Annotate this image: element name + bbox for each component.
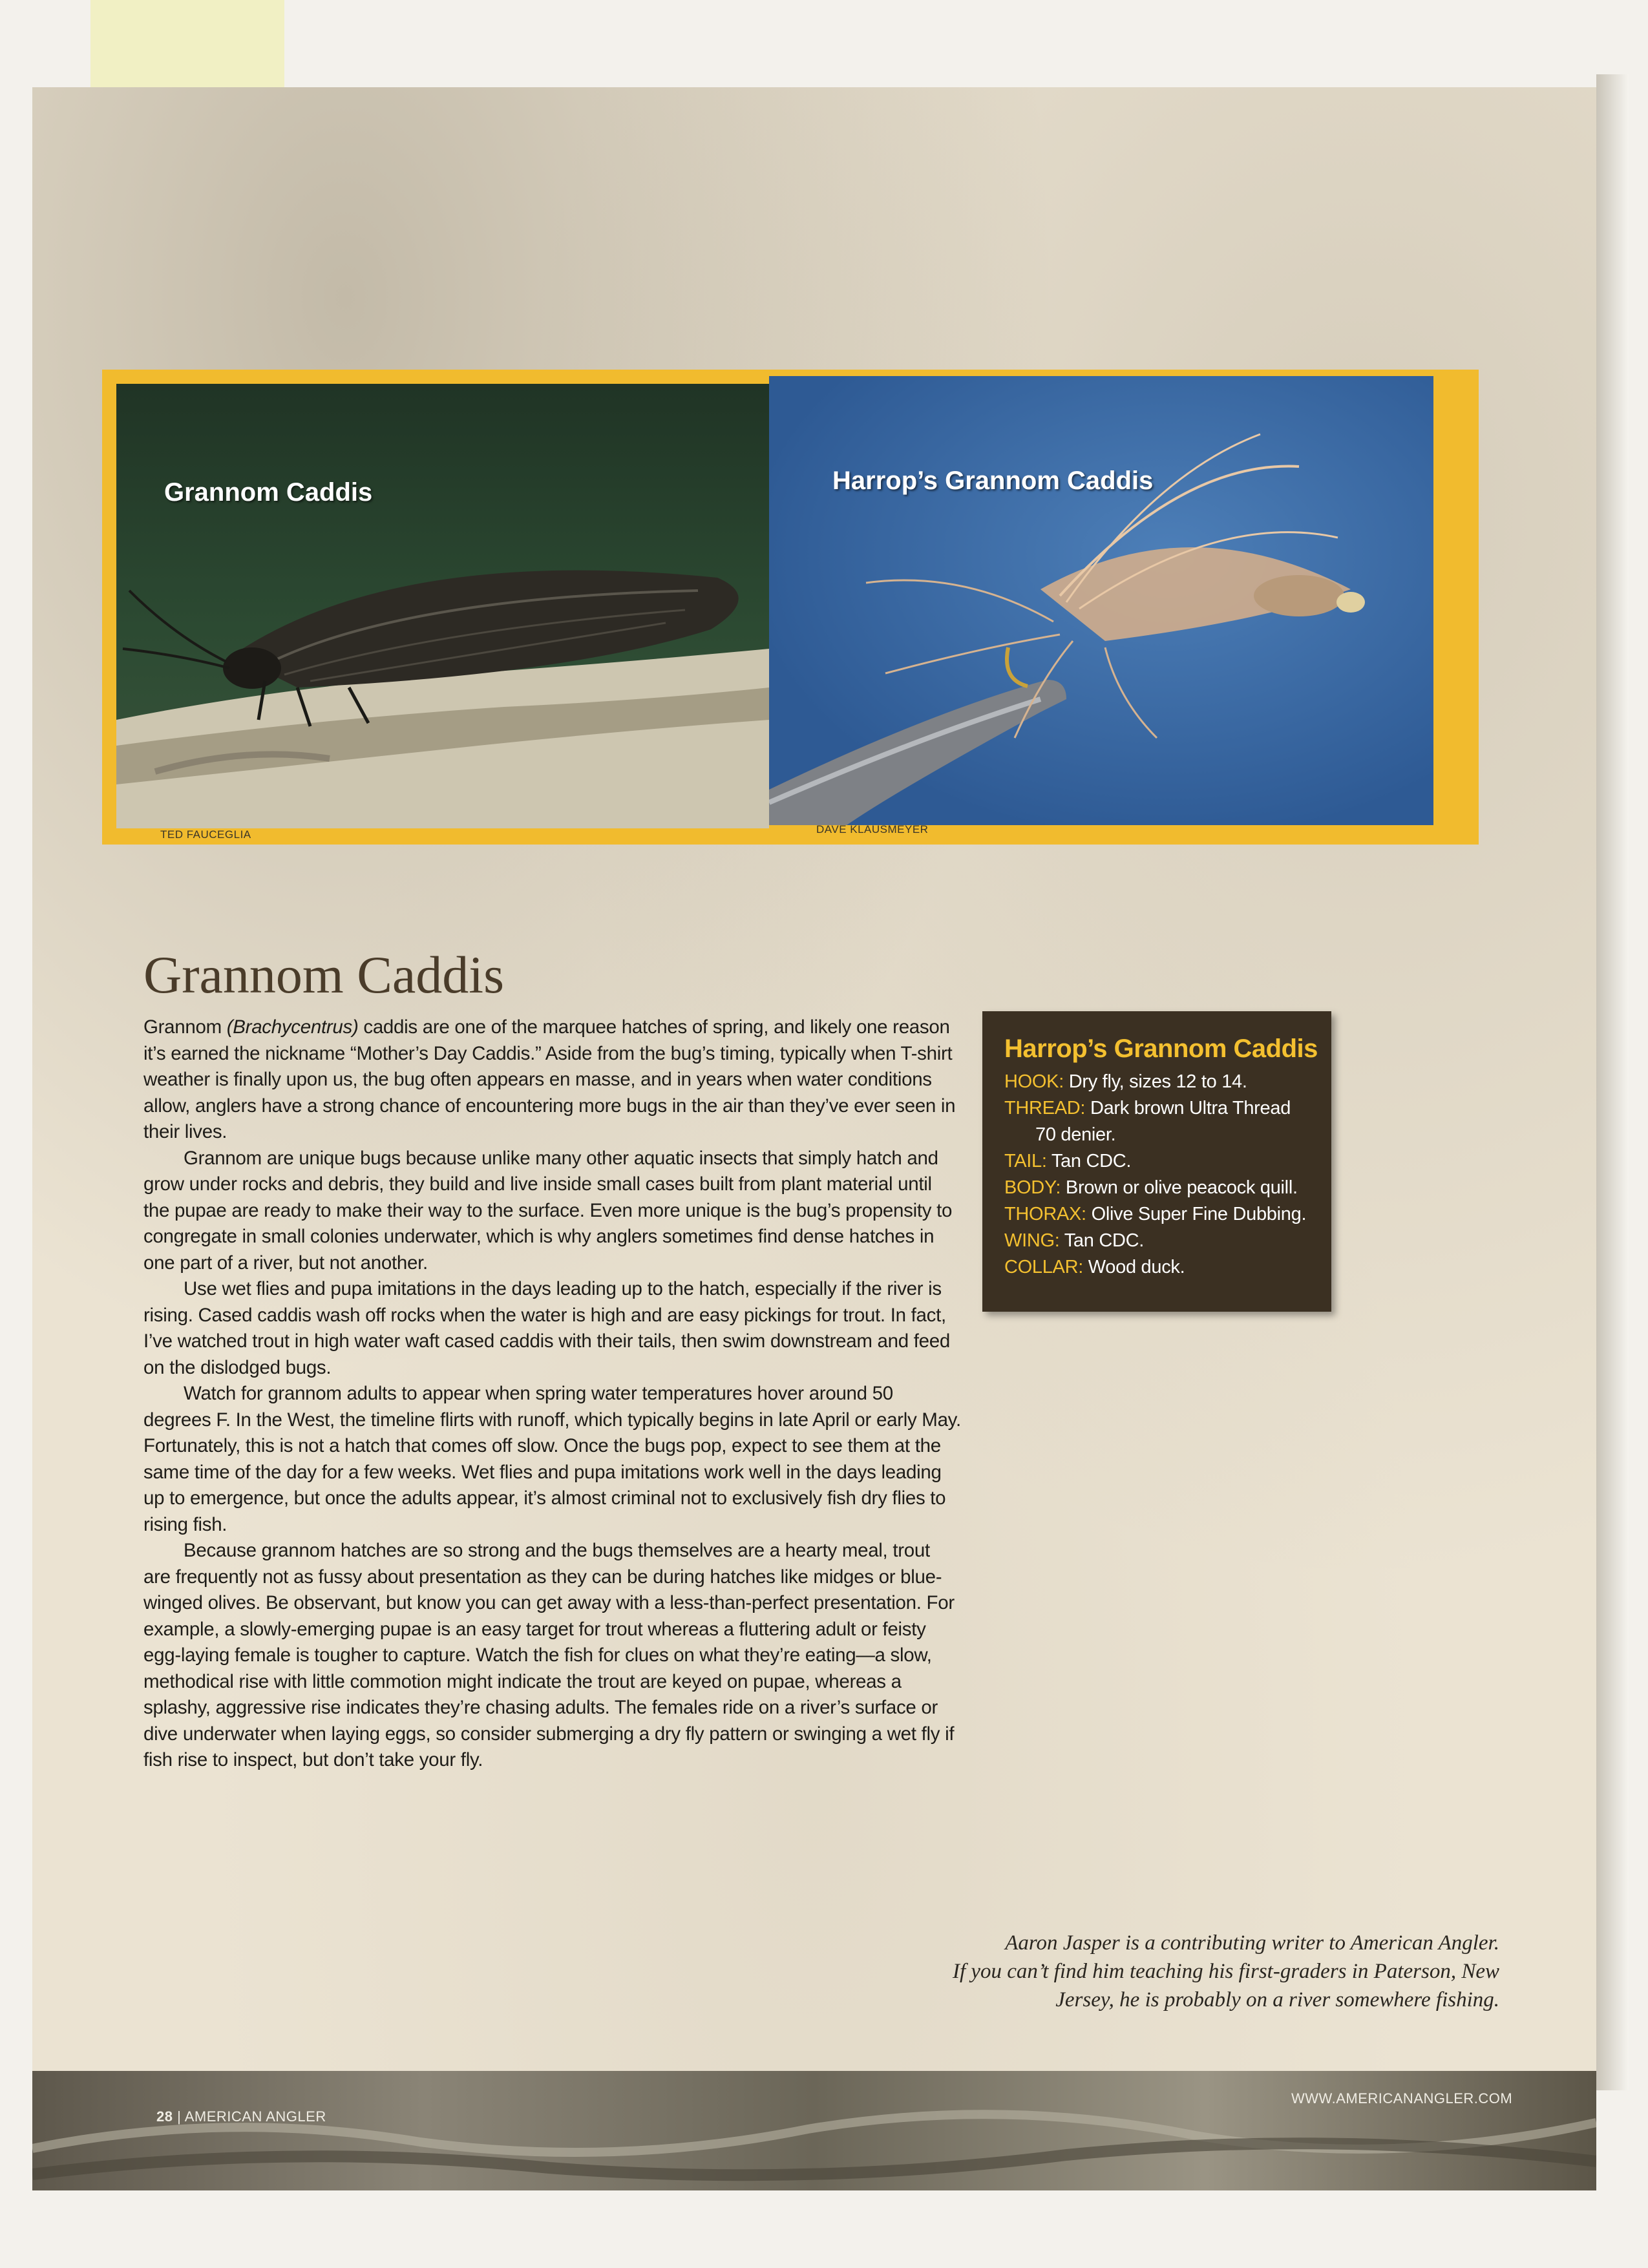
paragraph-1-lead: Grannom <box>143 1016 227 1038</box>
tied-fly-in-vise-icon <box>769 376 1433 825</box>
paragraph-1-rest: caddis are one of the marquee hatches of spring, and likely one reason it’s earned the nickname “Mother’s Day Caddis.” Aside from the bug’s timing, typically when T-shirt weather is finally upon us, the bug often appears en masse, and in years when water conditions allow, anglers have a strong chance of encountering more bugs in the air than they’ve ever seen in their lives. <box>143 1016 956 1142</box>
recipe-thread-value: Dark brown Ultra Thread <box>1085 1098 1291 1118</box>
recipe-title: Harrop’s Grannom Caddis <box>1004 1034 1318 1063</box>
recipe-tail-value: Tan CDC. <box>1046 1151 1132 1171</box>
bio-line-2: If you can’t find him teaching his first-graders in Paterson, New <box>952 1960 1499 1983</box>
bio-line-1: Aaron Jasper is a contributing writer to American Angler. <box>1005 1931 1499 1955</box>
harrops-grannom-caddis-photo <box>769 376 1433 825</box>
next-page-edge <box>1596 74 1629 2090</box>
recipe-thread-label: THREAD: <box>1004 1098 1086 1118</box>
author-bio <box>879 1929 1499 2014</box>
recipe-hook-value: Dry fly, sizes 12 to 14. <box>1063 1071 1247 1092</box>
right-photo-credit: DAVE KLAUSMEYER <box>816 823 929 835</box>
footer-separator: | <box>173 2108 185 2125</box>
paragraph-4: Watch for grannom adults to appear when spring water temperatures hover around 50 degrees F. In the West, the timeline flirts with runoff, which typically begins in late April or early May. Fortunately, this is not a hatch that comes off slow. Once the bugs pop, expect to see them at the same time of the day for a few weeks. Wet flies and pupa imitations work well in the days leading up to emergence, but once the adults appear, it’s almost criminal not to exclusively fish dry flies to rising fish. <box>143 1383 961 1535</box>
bio-line-3: Jersey, he is probably on a river somewhere fishing. <box>1055 1988 1499 2011</box>
page-number: 28 <box>156 2108 173 2125</box>
grannom-caddis-photo <box>116 384 769 828</box>
tape-strip <box>90 0 284 90</box>
recipe-thread-continued: 70 denier. <box>1035 1124 1116 1145</box>
recipe-body <box>1004 1175 1331 1201</box>
page-footer <box>32 2071 1596 2190</box>
recipe-hook <box>1004 1069 1331 1095</box>
right-photo-title: Harrop’s Grannom Caddis <box>832 467 1154 495</box>
footer-insects-icon <box>32 2071 1596 2190</box>
footer-page-label <box>156 2108 326 2125</box>
recipe-collar-label: COLLAR: <box>1004 1257 1083 1277</box>
magazine-name: AMERICAN ANGLER <box>184 2108 326 2125</box>
recipe-body-label: BODY: <box>1004 1177 1061 1198</box>
recipe-thorax-value: Olive Super Fine Dubbing. <box>1086 1204 1307 1224</box>
recipe-wing-value: Tan CDC. <box>1059 1230 1145 1251</box>
recipe-hook-label: HOOK: <box>1004 1071 1064 1092</box>
fly-recipe-box <box>982 1011 1331 1312</box>
recipe-collar-value: Wood duck. <box>1083 1257 1185 1277</box>
left-photo-credit: TED FAUCEGLIA <box>160 828 251 841</box>
photo-frame <box>102 370 1479 845</box>
species-name: (Brachycentrus) <box>226 1016 359 1038</box>
recipe-collar <box>1004 1254 1331 1281</box>
left-photo-title: Grannom Caddis <box>164 478 373 507</box>
paragraph-1 <box>143 1014 961 1146</box>
paragraph-2: Grannom are unique bugs because unlike many other aquatic insects that simply hatch and grow under rocks and debris, they build and live inside small cases built from plant material until the pupae are ready to make their way to the surface. Even more unique is the bug’s propensity to congregate in small colonies underwater, which is why anglers sometimes find dense hatches in one part of a river, but not another. <box>143 1147 953 1274</box>
article-headline: Grannom Caddis <box>143 945 504 1004</box>
recipe-tail <box>1004 1148 1331 1175</box>
paragraph-5: Because grannom hatches are so strong and the bugs themselves are a hearty meal, trout are frequently not as fussy about presentation as they can be during hatches like midges or blue-winged olives. Be observant, but know you can get away with a less-than-perfect presentation. For example, a slowly-emerging pupae is an easy target for trout whereas a fluttering adult or feisty egg-laying female is tougher to capture. Watch the fish for clues on what they’re eating—a slow, methodical rise with little commotion might indicate the trout are keyed on pupae, whereas a splashy, aggressive rise indicates they’re chasing adults. The females ride on a river’s surface or dive underwater when laying eggs, so consider submerging a dry fly pattern or swinging a wet fly if fish rise to inspect, but don’t take your fly. <box>143 1540 955 1770</box>
recipe-tail-label: TAIL: <box>1004 1151 1047 1171</box>
recipe-wing-label: WING: <box>1004 1230 1060 1251</box>
recipe-body-value: Brown or olive peacock quill. <box>1061 1177 1298 1198</box>
paragraph-3: Use wet flies and pupa imitations in the days leading up to the hatch, especially if the river is rising. Cased caddis wash off rocks when the water is high and are easy pickings for trout. In fact, I’ve watched trout in high water waft cased caddis with their tails, then swim downstream and feed on the dislodged bugs. <box>143 1278 950 1378</box>
caddis-on-branch-icon <box>116 384 769 828</box>
website-url[interactable]: WWW.AMERICANANGLER.COM <box>1291 2090 1513 2106</box>
article-body <box>143 1014 961 1774</box>
recipe-thread <box>1004 1095 1331 1122</box>
recipe-thorax-label: THORAX: <box>1004 1204 1086 1224</box>
recipe-thorax <box>1004 1201 1331 1228</box>
recipe-wing <box>1004 1228 1331 1254</box>
